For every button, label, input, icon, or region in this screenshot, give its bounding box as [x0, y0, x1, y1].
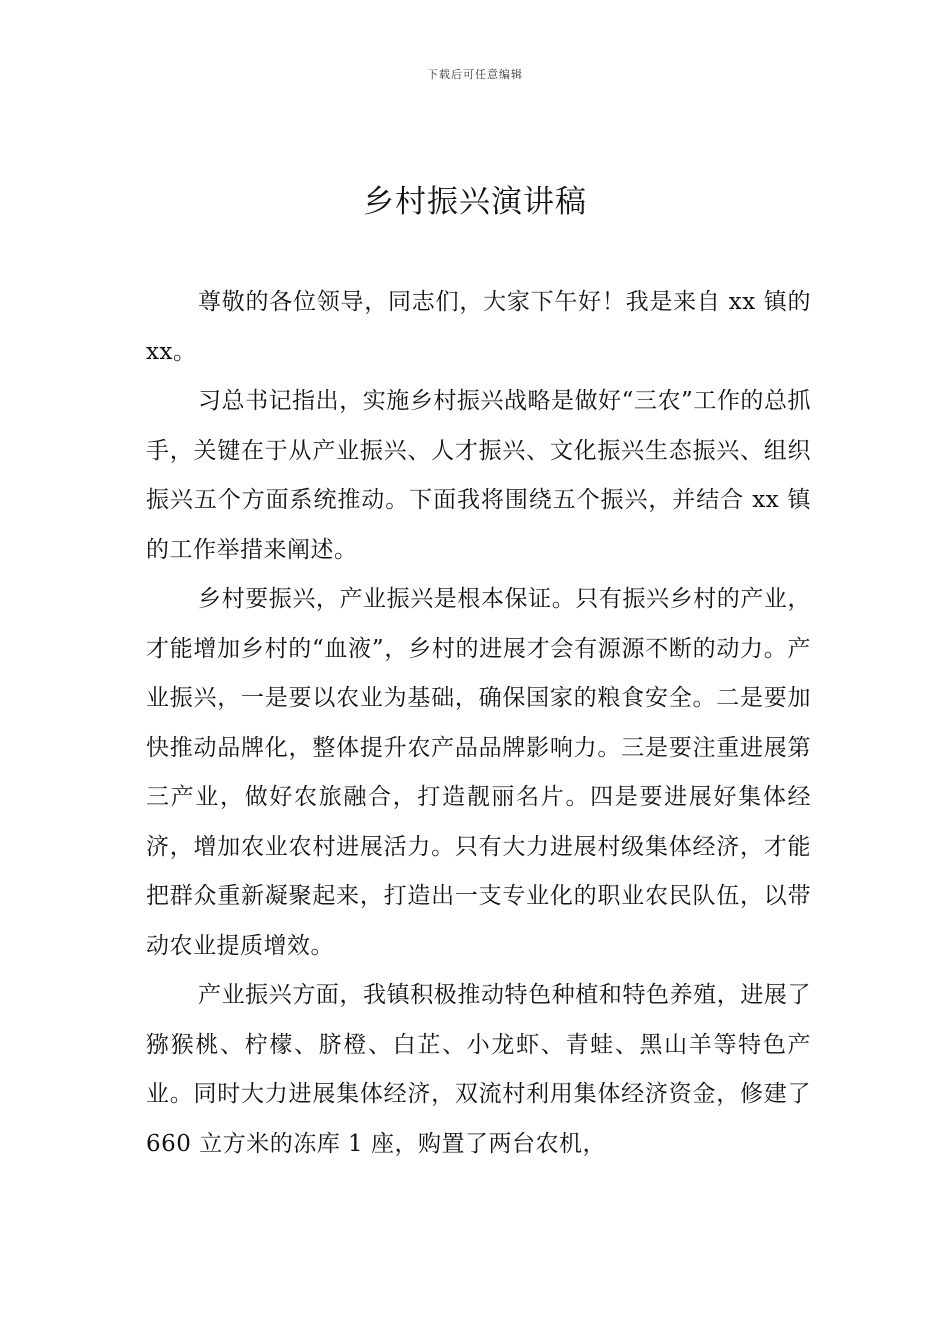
paragraph-introduction: 习总书记指出，实施乡村振兴战略是做好“三农”工作的总抓手，关键在于从产业振兴、人才振兴、文化振兴生态振兴、组织振兴五个方面系统推动。下面我将围绕五个振兴，并结合 xx 镇的工作举措来阐述。 [146, 388, 811, 563]
document-body [146, 278, 811, 1169]
document-title: 乡村振兴演讲稿 [363, 184, 587, 220]
paragraph-industry-revitalization: 乡村要振兴，产业振兴是根本保证。只有振兴乡村的产业，才能增加乡村的“血液”，乡村的进展才会有源源不断的动力。产业振兴，一是要以农业为基础，确保国家的粮食安全。二是要加快推动品牌化，整体提升农产品品牌影响力。三是要注重进展第三产业，做好农旅融合，打造靓丽名片。四是要进展好集体经济，增加农业农村进展活力。只有大力进展村级集体经济，才能把群众重新凝聚起来，打造出一支专业化的职业农民队伍，以带动农业提质增效。 [146, 586, 811, 959]
paragraph-town-measures: 产业振兴方面，我镇积极推动特色种植和特色养殖，进展了猕猴桃、柠檬、脐橙、白芷、小龙虾、青蛙、黑山羊等特色产业。同时大力进展集体经济，双流村利用集体经济资金，修建了 660 立方米的冻库 1 座，购置了两台农机， [146, 982, 811, 1157]
page-header-note: 下载后可任意编辑 [427, 68, 523, 81]
paragraph-greeting: 尊敬的各位领导，同志们，大家下午好！我是来自 xx 镇的 xx。 [146, 289, 811, 365]
